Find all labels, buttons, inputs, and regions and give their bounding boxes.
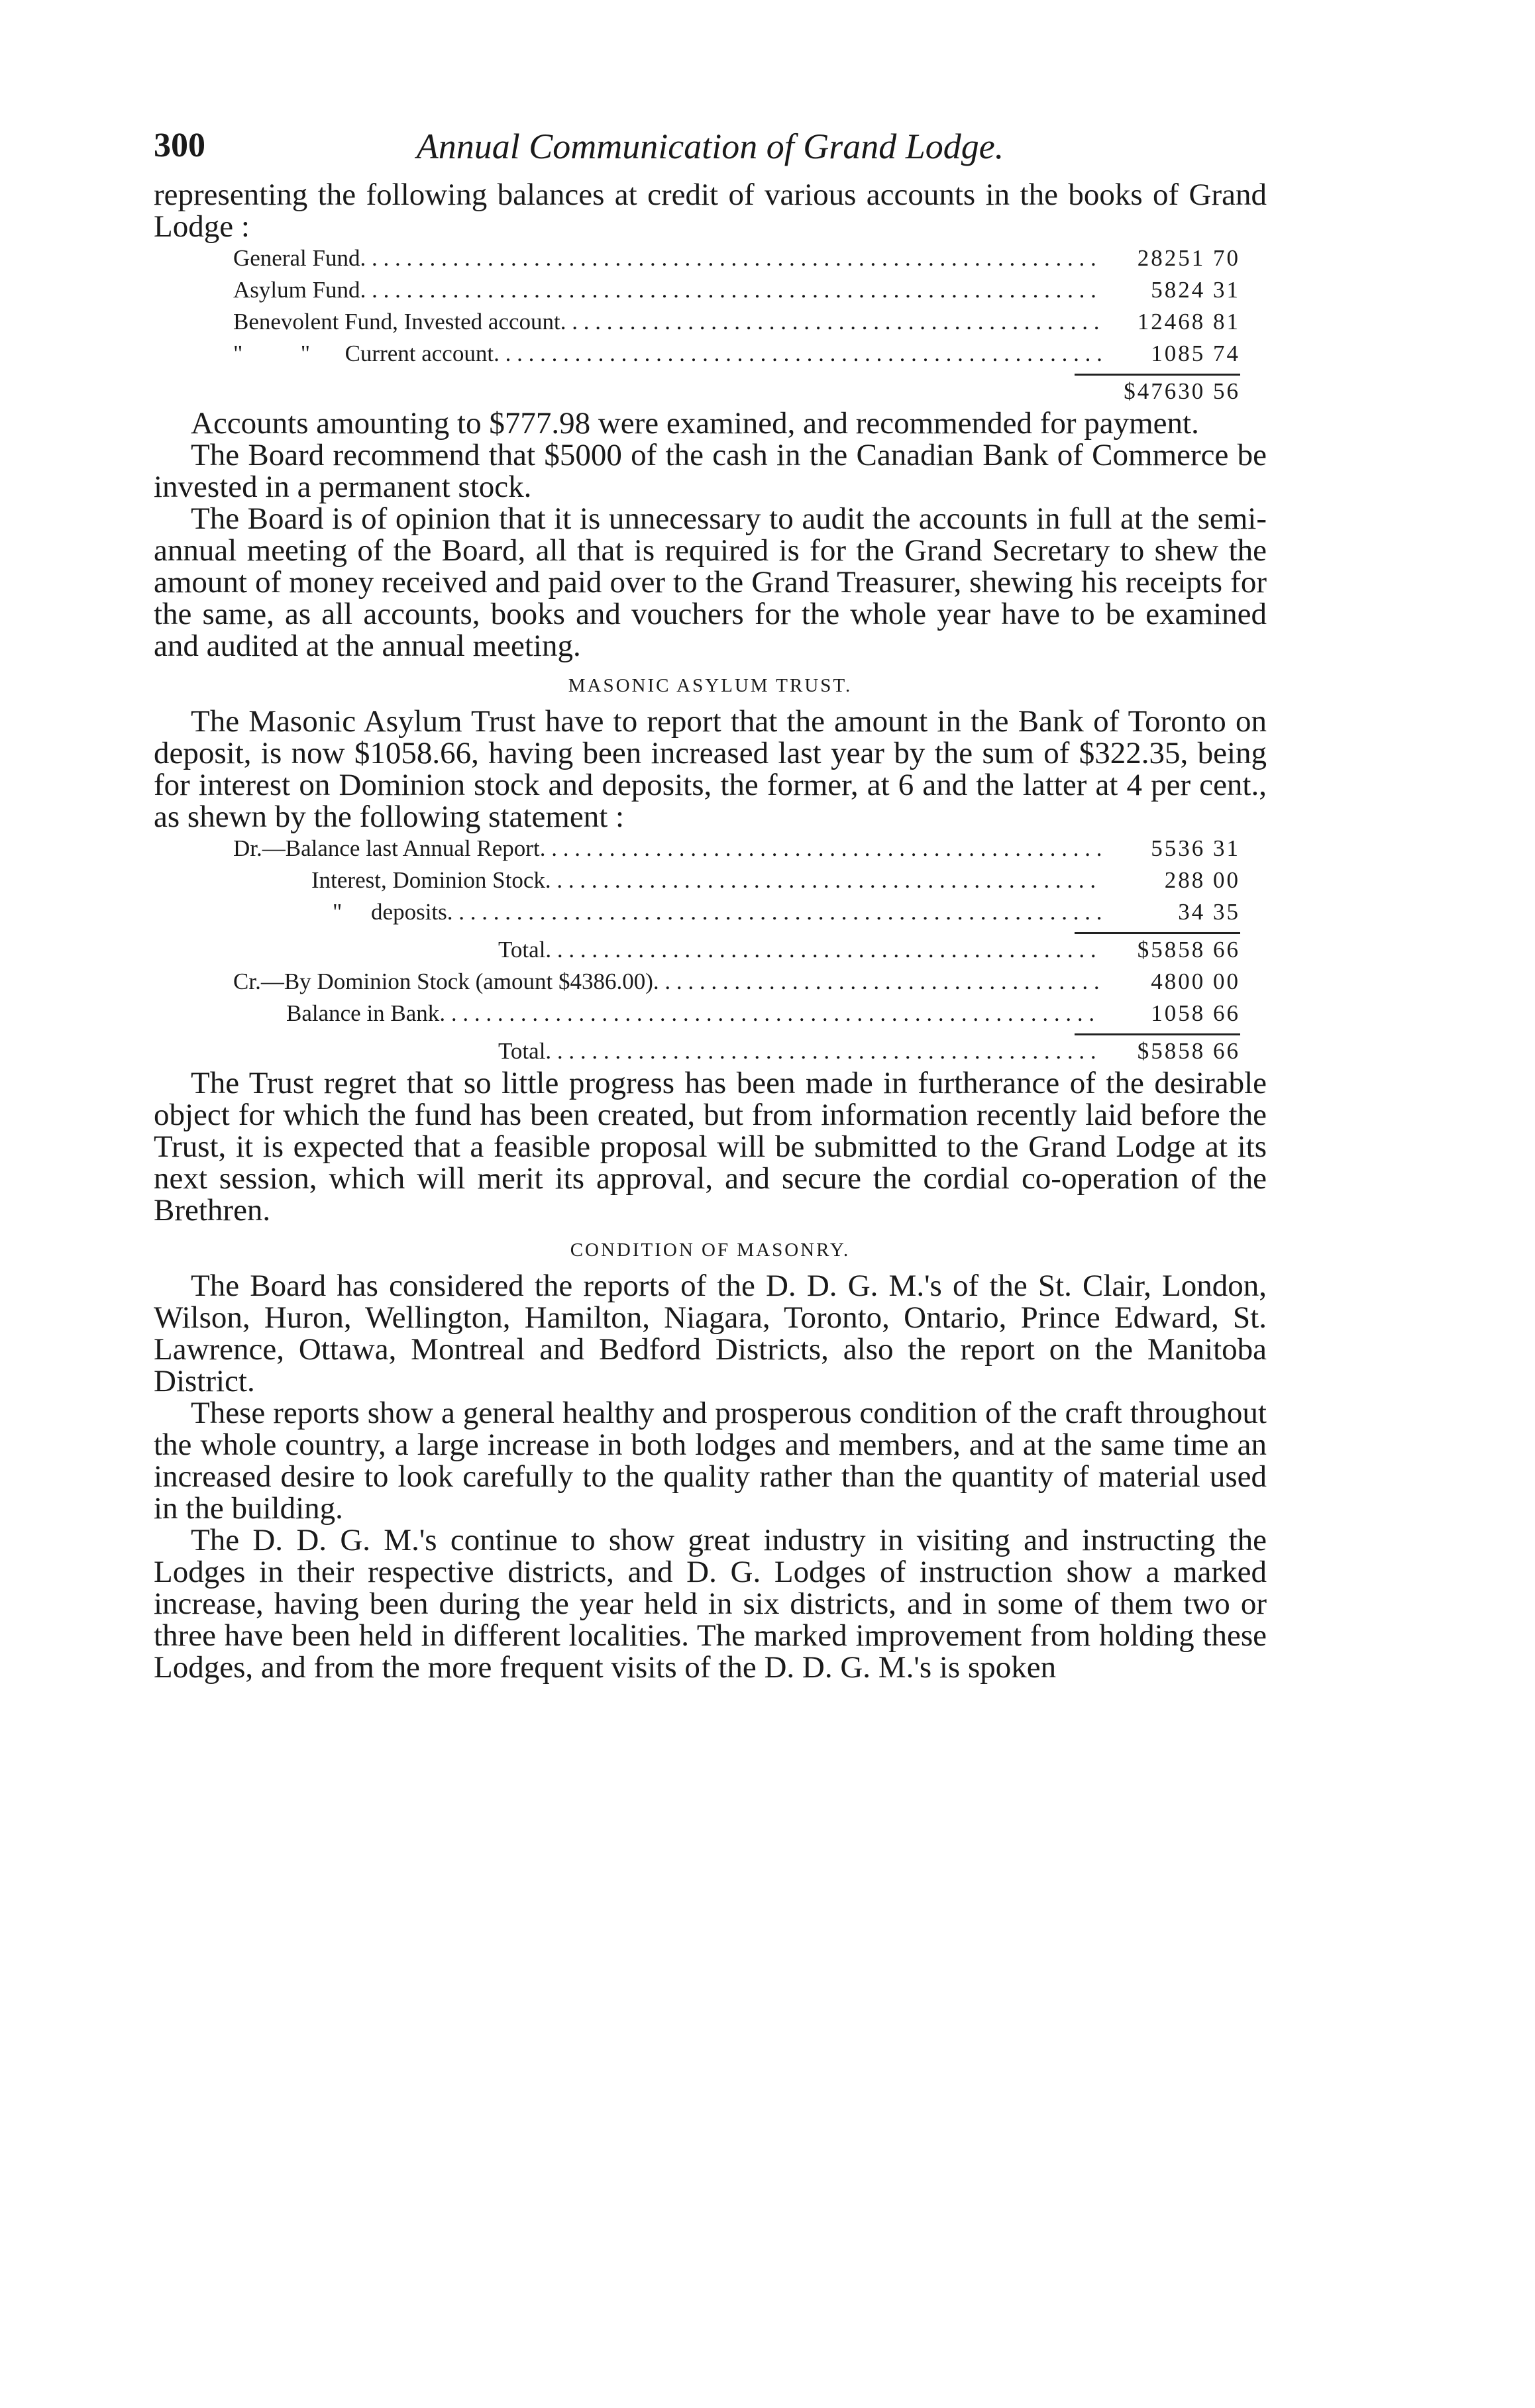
ledger-label: Balance in Bank (286, 1000, 440, 1026)
ledger-row (233, 833, 1240, 864)
intro-paragraph: representing the following balances at credit of various accounts in the books of Grand Lodge : (154, 178, 1267, 244)
leader-dots (360, 242, 1101, 274)
ledger-amount: $5858 66 (1137, 1038, 1240, 1064)
balances-ledger (233, 242, 1240, 407)
leader-dots (540, 833, 1101, 864)
ledger-amount: 28251 70 (1137, 245, 1240, 271)
ledger-label: Benevolent Fund, Invested account (233, 309, 560, 335)
ledger-label: Interest, Dominion Stock (311, 867, 545, 893)
ledger-label: Dr.—Balance last Annual Report (233, 835, 540, 861)
ledger-amount: 5824 31 (1151, 277, 1240, 303)
ledger-label: Asylum Fund (233, 277, 360, 303)
ledger-label: Total (498, 1038, 546, 1064)
ledger-label: " " Current account (233, 340, 494, 366)
ledger-amount: 4800 00 (1151, 968, 1240, 994)
ledger-label: Cr.—By Dominion Stock (amount $4386.00) (233, 968, 653, 994)
asylum-heading: MASONIC ASYLUM TRUST. (568, 675, 853, 696)
trust-ledger (233, 833, 1240, 1067)
running-title: Annual Communication of Grand Lodge. (416, 127, 1004, 166)
leader-dots (360, 274, 1101, 306)
ledger-amount: 5536 31 (1151, 835, 1240, 861)
leader-dots (545, 1035, 1101, 1067)
page-header (154, 126, 1267, 172)
condition-paragraph: The Board has considered the reports of the D. D. G. M.'s of the St. Clair, London, Wilson, Huron, Wellington, Hamilton, Niagara, Toronto, Ontario, Prince Edward, St. Lawrence, Ottawa, Montreal and Bedford Districts, also the report on the Manitoba District. (154, 1269, 1267, 1398)
page-number: 300 (154, 127, 205, 164)
ledger-row (233, 896, 1240, 928)
ledger-label: Total (498, 937, 546, 963)
leader-dots (560, 306, 1101, 338)
leader-dots (439, 998, 1101, 1029)
asylum-paragraph: The Masonic Asylum Trust have to report that the amount in the Bank of Toronto on deposit, is now $1058.66, having been increased last year by the sum of $322.35, being for interest on Dominion stock and deposits, the former, at 6 and the latter at 4 per cent., as shewn by the following statement : (154, 704, 1267, 834)
ledger-row (233, 306, 1240, 338)
ledger-row (233, 864, 1240, 896)
ledger-row (233, 242, 1240, 274)
page-body (154, 179, 1267, 1683)
condition-heading: CONDITION OF MASONRY. (570, 1239, 851, 1261)
leader-dots (545, 864, 1101, 896)
condition-paragraph: The D. D. G. M.'s continue to show great industry in visiting and instructing the Lodges in their respective districts, and D. G. Lodges of instruction show a marked increase, having been during the year held in six districts, and in some of them two or three have been held in different localities. The marked improvement from holding these Lodges, and from the more frequent visits of the D. D. G. M.'s is spoken (154, 1523, 1267, 1685)
ledger-row (233, 338, 1240, 370)
trust-closing-paragraph: The Trust regret that so little progress has been made in furtherance of the desirable object for which the fund has been created, but from information recently laid before the Trust, it is expected that a feasible proposal will be submitted to the Grand Lodge at its next session, which will merit its approval, and secure the cordial co-operation of the Brethren. (154, 1066, 1267, 1228)
ledger-label: General Fund (233, 245, 360, 271)
condition-paragraph: These reports show a general healthy and prosperous condition of the craft throughout the whole country, a large increase in both lodges and members, and at the same time an increased desire to look carefully to the quality rather than the quantity of material used in the building. (154, 1396, 1267, 1526)
leader-dots (494, 338, 1101, 370)
ledger-row (233, 966, 1240, 998)
leader-dots (545, 934, 1101, 966)
ledger-total-row (233, 934, 1240, 966)
ledger-label: " deposits (333, 899, 447, 925)
leader-dots (653, 966, 1101, 998)
ledger-amount: 1058 66 (1151, 1000, 1240, 1026)
leader-dots (447, 896, 1101, 928)
audit-paragraph: The Board is of opinion that it is unnecessary to audit the accounts in full at the semi-annual meeting of the Board, all that is required is for the Grand Secretary to shew the amount of money received and paid over to the Grand Treasurer, shewing his receipts for the same, as all accounts, books and vouchers for the whole year have to be examined and audited at the annual meeting. (154, 501, 1267, 663)
ledger-total-row (233, 1035, 1240, 1067)
balances-total: $47630 56 (1124, 378, 1240, 404)
ledger-amount: $5858 66 (1137, 937, 1240, 963)
ledger-amount: 34 35 (1178, 899, 1240, 925)
ledger-row (233, 998, 1240, 1029)
ledger-amount: 12468 81 (1137, 309, 1240, 335)
ledger-amount: 288 00 (1164, 867, 1240, 893)
accounts-paragraph: Accounts amounting to $777.98 were examined, and recommended for payment. (191, 406, 1199, 441)
investment-paragraph: The Board recommend that $5000 of the cash in the Canadian Bank of Commerce be invested in a permanent stock. (154, 438, 1267, 504)
ledger-row (233, 274, 1240, 306)
ledger-amount: 1085 74 (1151, 340, 1240, 366)
